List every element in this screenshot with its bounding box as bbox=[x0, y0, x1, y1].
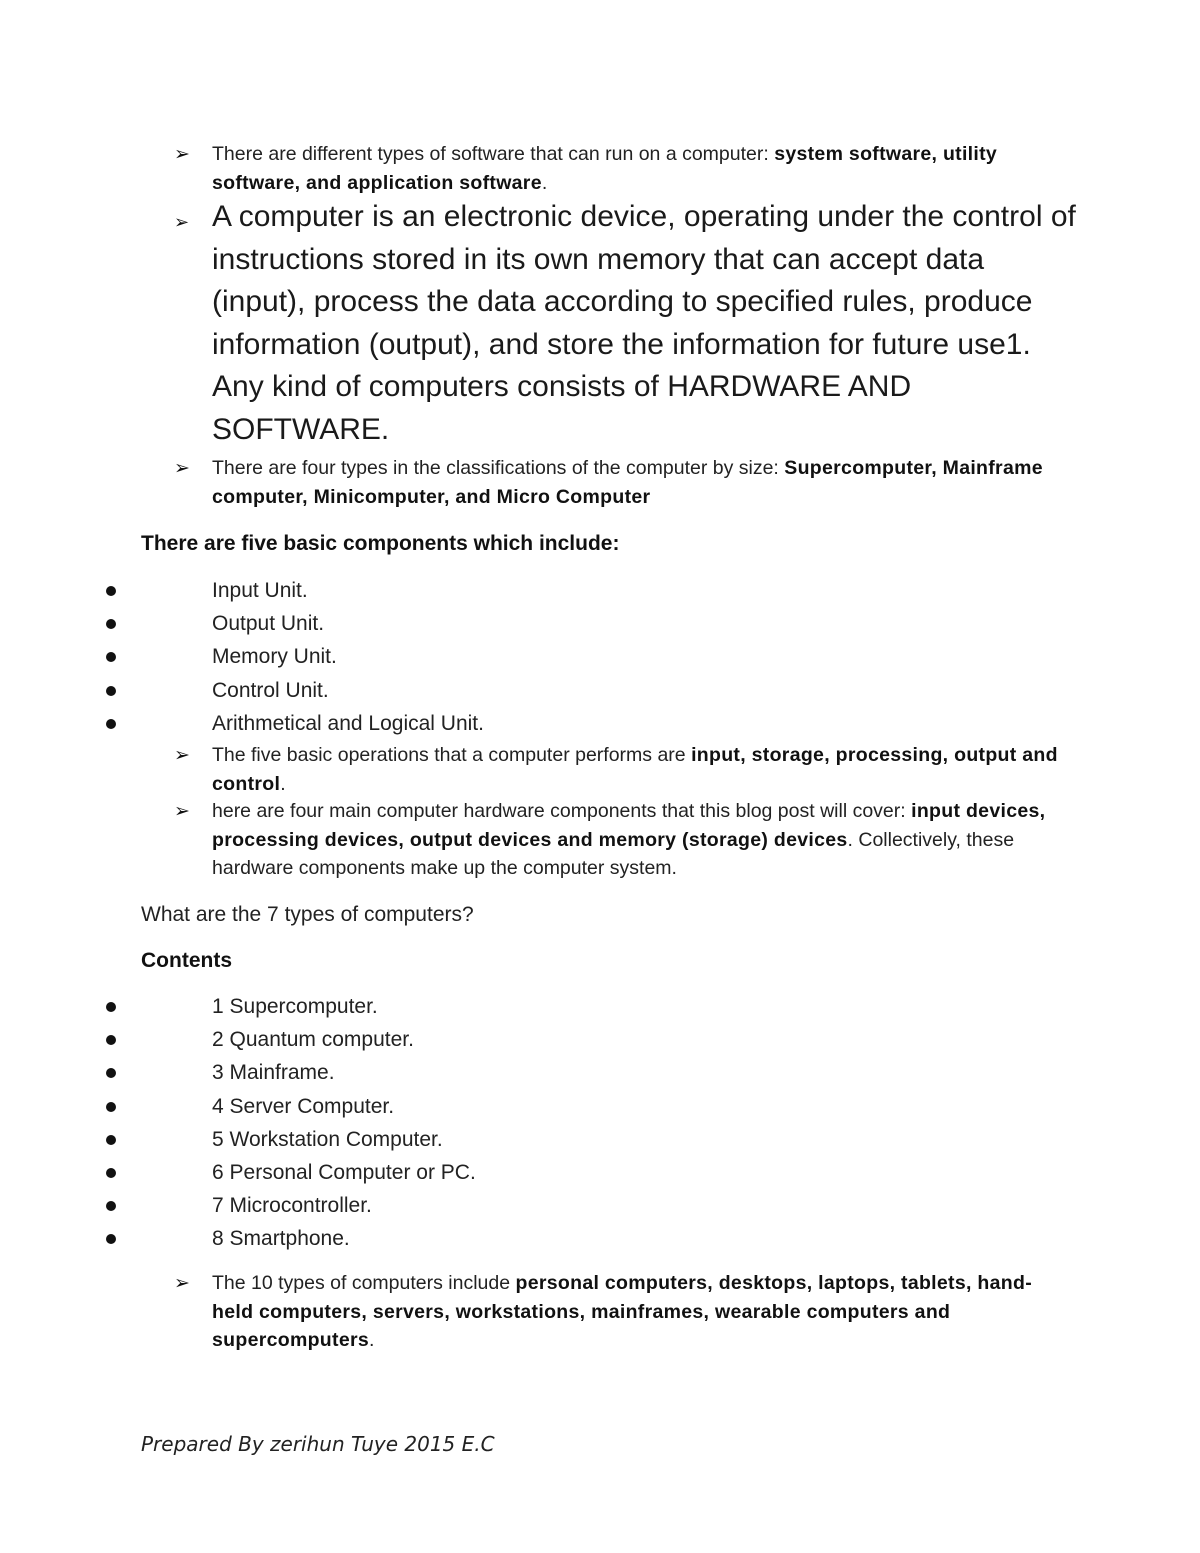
hardware-item bbox=[174, 797, 1072, 883]
size-classification-bold: Supercomputer, Mainframe computer, Minicomputer, and Micro Computer bbox=[212, 457, 1043, 508]
ten-types-text: The 10 types of computers include bbox=[212, 1272, 516, 1294]
round-bullet-icon bbox=[106, 1102, 116, 1112]
operations-item bbox=[174, 741, 1072, 798]
list-item-label: Output Unit. bbox=[212, 612, 325, 636]
hardware-end: . Collectively, these hardware components make up the computer system. bbox=[212, 828, 1015, 879]
list-item bbox=[0, 1189, 1200, 1222]
software-types-bold: system software, utility software, and application software bbox=[212, 143, 998, 194]
round-bullet-icon bbox=[106, 1002, 116, 1012]
ten-types-bold: personal computers, desktops, laptops, tablets, hand-held computers, servers, workstations, mainframes, wearable computers and supercomputers bbox=[212, 1272, 1032, 1351]
round-bullet-icon bbox=[106, 1068, 116, 1078]
list-item-label: Control Unit. bbox=[212, 678, 329, 702]
arrow-bullet-icon: ➢ bbox=[174, 744, 190, 766]
round-bullet-icon bbox=[106, 719, 116, 729]
components-heading: There are five basic components which include: bbox=[141, 532, 620, 555]
author-footer: Prepared By zerihun Tuye 2015 E.C bbox=[141, 1432, 495, 1456]
size-classification-item bbox=[174, 454, 1072, 511]
list-item bbox=[0, 990, 1200, 1023]
list-item bbox=[0, 1023, 1200, 1056]
list-item-label: Input Unit. bbox=[212, 579, 308, 602]
software-types-end: . bbox=[541, 171, 548, 194]
list-item bbox=[0, 674, 1200, 707]
list-item-label: 3 Mainframe. bbox=[212, 1061, 335, 1085]
round-bullet-icon bbox=[106, 1168, 116, 1178]
list-item-label: 8 Smartphone. bbox=[212, 1227, 350, 1251]
operations-end: . bbox=[280, 772, 286, 795]
list-item bbox=[0, 1090, 1200, 1123]
round-bullet-icon bbox=[106, 1201, 116, 1211]
list-item bbox=[0, 607, 1200, 640]
round-bullet-icon bbox=[106, 1135, 116, 1145]
list-item-label: 1 Supercomputer. bbox=[212, 995, 378, 1018]
list-item-label: 7 Microcontroller. bbox=[212, 1194, 372, 1218]
list-item-label: 5 Workstation Computer. bbox=[212, 1127, 443, 1151]
contents-list bbox=[0, 990, 1200, 1256]
round-bullet-icon bbox=[106, 619, 116, 629]
round-bullet-icon bbox=[106, 1234, 116, 1244]
list-item-label: 4 Server Computer. bbox=[212, 1094, 395, 1118]
hardware-bold: input devices, processing devices, output devices and memory (storage) devices bbox=[212, 800, 1046, 851]
round-bullet-icon bbox=[106, 1035, 116, 1045]
components-list bbox=[0, 574, 1200, 740]
ten-types-end: . bbox=[369, 1329, 375, 1351]
hardware-text: here are four main computer hardware components that this blog post will cover: bbox=[212, 800, 912, 822]
computer-definition-text: A computer is an electronic device, operating under the control of instructions stored in its own memory that can accept data (input), process the data according to specified rules, produce information (output), and store the information for future use1. Any kind of computers consists of HARDWARE AND SOFTWARE. bbox=[212, 200, 1076, 446]
list-item bbox=[0, 707, 1200, 740]
operations-text: The five basic operations that a computer performs are bbox=[212, 744, 692, 766]
list-item bbox=[0, 1156, 1200, 1189]
arrow-bullet-icon: ➢ bbox=[174, 212, 190, 233]
list-item bbox=[0, 1056, 1200, 1089]
computer-definition-item bbox=[174, 196, 1082, 452]
list-item bbox=[0, 1123, 1200, 1156]
round-bullet-icon bbox=[106, 586, 116, 596]
list-item-label: Memory Unit. bbox=[212, 645, 337, 669]
software-types-item bbox=[174, 140, 1072, 197]
ten-types-item bbox=[174, 1269, 1072, 1355]
arrow-bullet-icon: ➢ bbox=[174, 1272, 190, 1294]
operations-bold: input, storage, processing, output and control bbox=[212, 744, 1058, 795]
contents-heading: Contents bbox=[141, 949, 232, 972]
software-types-text: There are different types of software that can run on a computer: bbox=[212, 143, 775, 165]
list-item-label: 2 Quantum computer. bbox=[212, 1028, 414, 1052]
size-classification-text: There are four types in the classifications of the computer by size: bbox=[212, 457, 785, 479]
list-item bbox=[0, 574, 1200, 607]
list-item bbox=[0, 1222, 1200, 1255]
list-item bbox=[0, 640, 1200, 673]
round-bullet-icon bbox=[106, 652, 116, 662]
round-bullet-icon bbox=[106, 686, 116, 696]
list-item-label: 6 Personal Computer or PC. bbox=[212, 1160, 476, 1184]
arrow-bullet-icon: ➢ bbox=[174, 143, 190, 165]
arrow-bullet-icon: ➢ bbox=[174, 457, 190, 479]
list-item-label: Arithmetical and Logical Unit. bbox=[212, 711, 484, 735]
arrow-bullet-icon: ➢ bbox=[174, 800, 190, 822]
types-question: What are the 7 types of computers? bbox=[141, 903, 474, 926]
